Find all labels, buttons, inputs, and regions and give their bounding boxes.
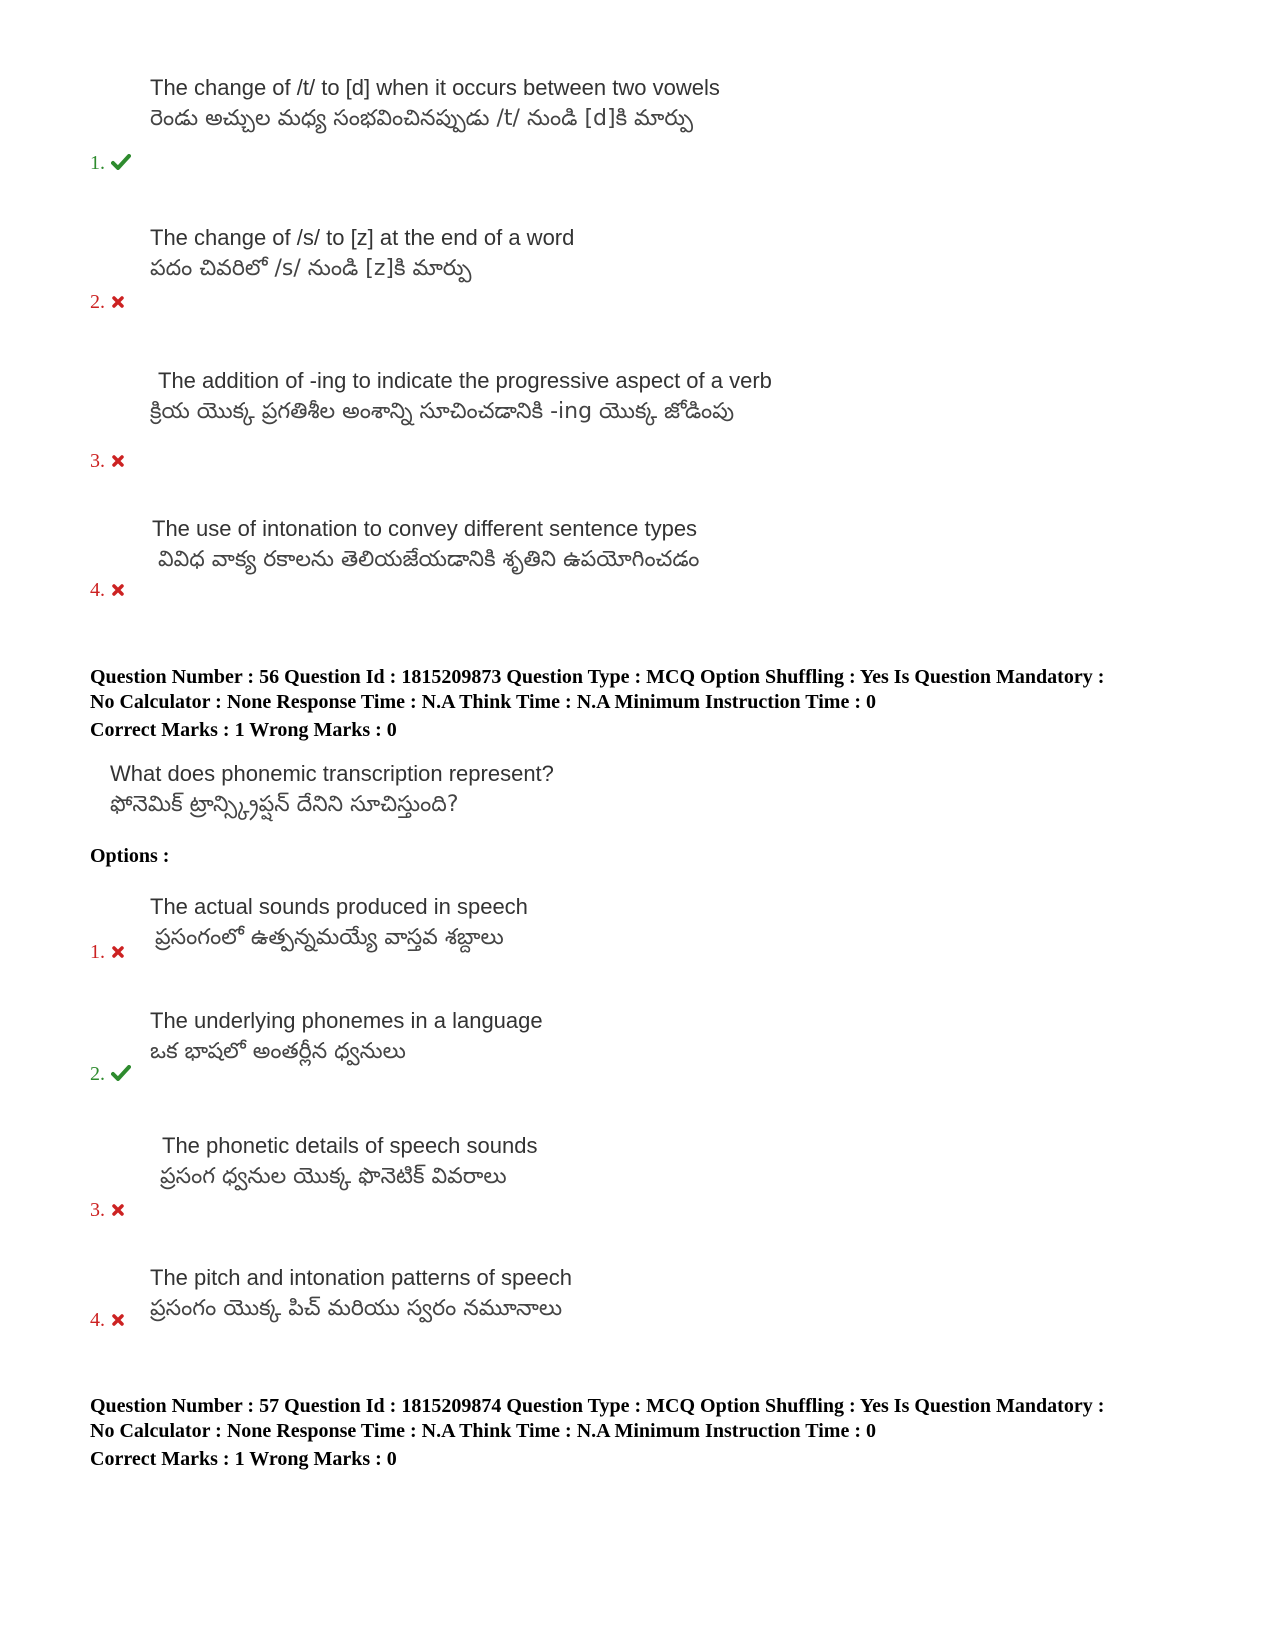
meta-line: Correct Marks : 1 Wrong Marks : 0 (90, 1448, 397, 1470)
option-number (90, 941, 125, 965)
option-number (90, 450, 125, 474)
option-text-en: The actual sounds produced in speech (150, 894, 528, 919)
meta-line: Correct Marks : 1 Wrong Marks : 0 (90, 719, 397, 741)
option-text-te: ప్రసంగంలో ఉత్పన్నమయ్యే వాస్తవ శబ్దాలు (155, 925, 504, 950)
question-stem-en: What does phonemic transcription represent? (110, 761, 554, 786)
cross-icon (111, 451, 125, 474)
cross-icon (111, 942, 125, 965)
option-text-en: The use of intonation to convey different sentence types (152, 516, 698, 541)
cross-icon (111, 580, 125, 603)
option-number (90, 152, 131, 176)
option-number (90, 579, 125, 603)
option-number (90, 1309, 125, 1333)
option-text-te: క్రియ యొక్క ప్రగతిశీల అంశాన్ని సూచించడానికి -ing యొక్క జోడింపు (150, 399, 735, 424)
option-text-te: ప్రసంగం యొక్క పిచ్ మరియు స్వరం నమూనాలు (150, 1296, 563, 1321)
question-meta (90, 665, 1104, 743)
option-number (90, 1199, 125, 1223)
meta-line: No Calculator : None Response Time : N.A Think Time : N.A Minimum Instruction Time : 0 (90, 1420, 876, 1442)
cross-icon (111, 1200, 125, 1223)
option-number-label: 2. (90, 1063, 105, 1085)
option-number-label: 3. (90, 1199, 105, 1221)
option-text-te: వివిధ వాక్య రకాలను తెలియజేయడానికి శృతిని ఉపయోగించడం (158, 547, 700, 572)
option-number (90, 1063, 131, 1087)
option-text-en: The change of /t/ to [d] when it occurs between two vowels (150, 75, 720, 100)
option-number-label: 1. (90, 941, 105, 963)
option-text-te: ఒక భాషలో అంతర్లీన ధ్వనులు (150, 1039, 406, 1064)
option-number-label: 1. (90, 152, 105, 174)
options-label: Options : (90, 845, 170, 867)
question-stem-te: ఫోనెమిక్ ట్రాన్స్క్రిప్షన్ దేనిని సూచిస్తుంది? (110, 792, 459, 817)
option-text-en: The phonetic details of speech sounds (162, 1133, 538, 1158)
option-number-label: 4. (90, 579, 105, 601)
option-text-te: రెండు అచ్చుల మధ్య సంభవించినప్పుడు /t/ నుండి [d]కి మార్పు (150, 106, 694, 131)
option-number (90, 291, 125, 315)
check-icon (111, 153, 131, 176)
option-text-te: పదం చివరిలో /s/ నుండి [z]కి మార్పు (150, 256, 472, 281)
option-number-label: 2. (90, 291, 105, 313)
question-meta (90, 1394, 1104, 1472)
cross-icon (111, 292, 125, 315)
option-text-te: ప్రసంగ ధ్వనుల యొక్క ఫొనెటిక్ వివరాలు (160, 1164, 507, 1189)
option-text-en: The underlying phonemes in a language (150, 1008, 543, 1033)
check-icon (111, 1064, 131, 1087)
option-number-label: 4. (90, 1309, 105, 1331)
meta-line: Question Number : 56 Question Id : 1815209873 Question Type : MCQ Option Shuffling : Yes Is Question Mandatory : (90, 666, 1105, 688)
option-text-en: The pitch and intonation patterns of speech (150, 1265, 572, 1290)
option-text-en: The change of /s/ to [z] at the end of a word (150, 225, 575, 250)
cross-icon (111, 1310, 125, 1333)
meta-line: Question Number : 57 Question Id : 1815209874 Question Type : MCQ Option Shuffling : Yes Is Question Mandatory : (90, 1395, 1105, 1417)
meta-line: No Calculator : None Response Time : N.A Think Time : N.A Minimum Instruction Time : 0 (90, 691, 876, 713)
option-text-en: The addition of -ing to indicate the progressive aspect of a verb (158, 368, 772, 393)
option-number-label: 3. (90, 450, 105, 472)
